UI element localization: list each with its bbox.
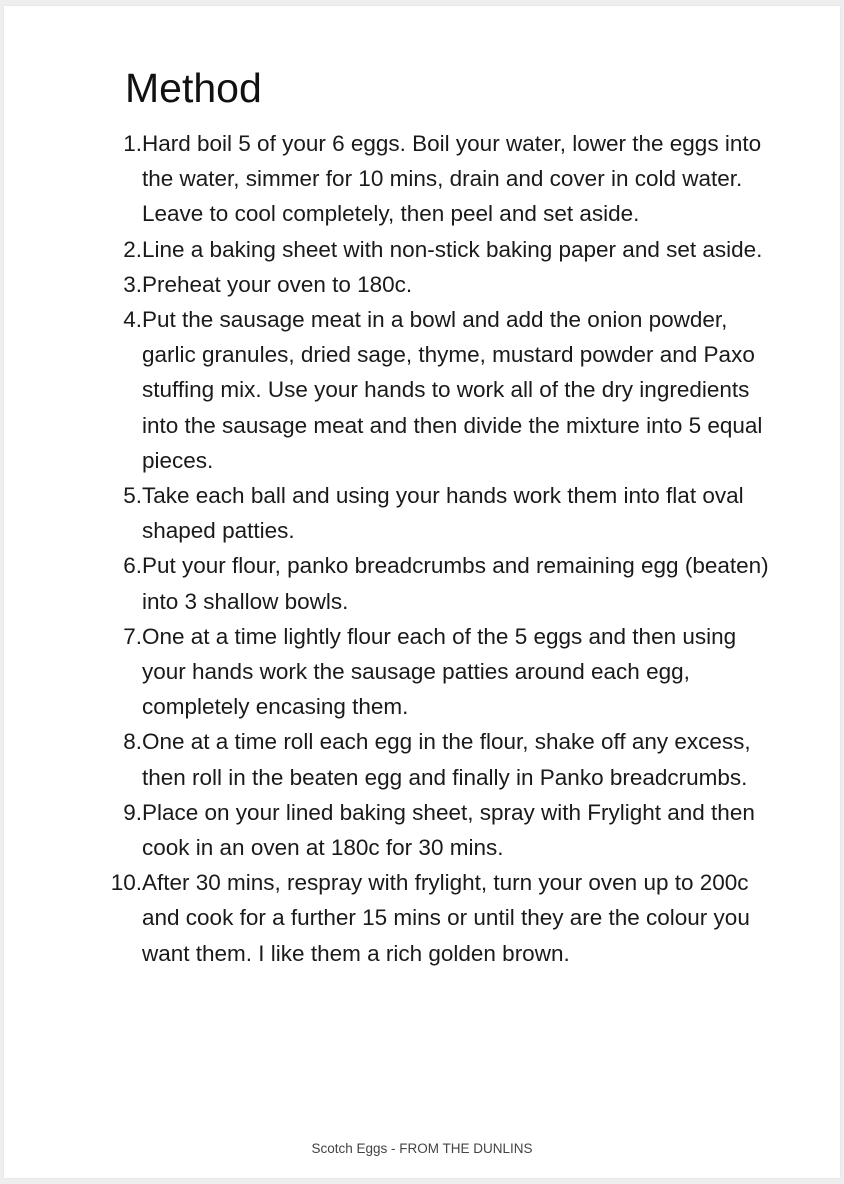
- document-page: [4, 6, 840, 1178]
- step-text: Line a baking sheet with non-stick baking paper and set aside.: [142, 236, 763, 262]
- step-number: 3.: [123, 271, 142, 297]
- method-steps-list: [110, 126, 782, 971]
- method-step: [123, 302, 782, 478]
- step-number: 2.: [123, 236, 142, 262]
- step-number: 4.: [123, 307, 142, 333]
- method-step: [123, 795, 782, 865]
- step-number: 1.: [123, 131, 142, 156]
- step-text: One at a time lightly flour each of the 5 eggs and then using your hands work the sausage patties around each egg, completely encasing them.: [142, 623, 737, 720]
- step-text: One at a time roll each egg in the flour, shake off any excess, then roll in the beaten egg and finally in Panko breadcrumbs.: [142, 729, 751, 790]
- step-number: 8.: [123, 729, 142, 755]
- step-text: After 30 mins, respray with frylight, turn your oven up to 200c and cook for a further 15 mins or until they are the colour you want them. I like them a rich golden brown.: [142, 870, 750, 966]
- step-text: Hard boil 5 of your 6 eggs. Boil your water, lower the eggs into the water, simmer for 10 mins, drain and cover in cold water. Leave to cool completely, then peel and set aside.: [142, 131, 762, 227]
- step-number: 5.: [123, 483, 142, 509]
- method-step: [123, 267, 782, 302]
- step-text: Take each ball and using your hands work them into flat oval shaped patties.: [142, 483, 744, 544]
- method-step: [123, 724, 782, 794]
- step-number: 6.: [123, 553, 142, 579]
- method-step: [110, 865, 782, 971]
- method-step: [123, 232, 782, 267]
- step-text: Put your flour, panko breadcrumbs and remaining egg (beaten) into 3 shallow bowls.: [142, 553, 769, 614]
- method-step: [123, 619, 782, 725]
- step-text: Preheat your oven to 180c.: [142, 271, 413, 297]
- step-number: 10.: [110, 870, 142, 896]
- step-number: 9.: [123, 799, 142, 825]
- method-step: [123, 478, 782, 548]
- method-step: [123, 548, 782, 618]
- step-text: Place on your lined baking sheet, spray with Frylight and then cook in an oven at 180c for 30 mins.: [142, 799, 755, 861]
- step-number: 7.: [123, 623, 142, 649]
- step-text: Put the sausage meat in a bowl and add the onion powder, garlic granules, dried sage, thyme, mustard powder and Paxo stuffing mix. Use your hands to work all of the dry ingredients into the sausage meat and then divide the mixture into 5 equal pieces.: [142, 307, 763, 473]
- page-title: Method: [125, 65, 262, 111]
- method-step: [123, 126, 782, 232]
- page-footer: Scotch Eggs - FROM THE DUNLINS: [311, 1141, 533, 1156]
